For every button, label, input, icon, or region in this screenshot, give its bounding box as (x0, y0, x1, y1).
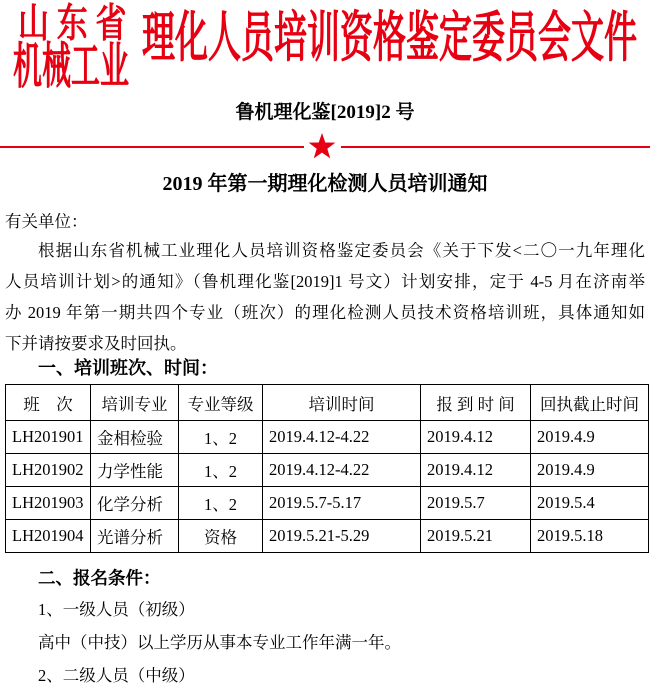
salutation: 有关单位： (5, 212, 88, 231)
class-id-cell: LH201901 (6, 421, 91, 454)
training-period-cell: 2019.5.21-5.29 (263, 520, 421, 553)
intro-line: 办 2019 年第一期共四个专业（班次）的理化检测人员技术资格培训班，具体通知如 (5, 303, 645, 322)
reply-deadline-cell: 2019.5.18 (531, 520, 649, 553)
subject-cell: 化学分析 (91, 487, 179, 520)
table-row (6, 454, 649, 487)
star-icon (308, 133, 336, 161)
table-row (6, 421, 649, 454)
level-cell: 1、2 (179, 454, 263, 487)
column-header-reply-deadline: 回执截止时间 (531, 385, 649, 421)
requirement-item-label: 1、一级人员（初级） (38, 600, 195, 619)
section-heading-schedule: 一、培训班次、时间： (38, 358, 218, 378)
schedule-table (5, 384, 649, 553)
document-number: 鲁机理化鉴[2019]2 号 (235, 102, 415, 123)
training-period-cell: 2019.5.7-5.17 (263, 487, 421, 520)
subject-cell: 金相检验 (91, 421, 179, 454)
check-in-cell: 2019.5.7 (421, 487, 531, 520)
section-heading-requirements: 二、报名条件： (38, 568, 161, 588)
table-row (6, 487, 649, 520)
training-period-cell: 2019.4.12-4.22 (263, 454, 421, 487)
check-in-cell: 2019.5.21 (421, 520, 531, 553)
table-header-row (6, 385, 649, 421)
header-committee-title: 理化人员培训资格鉴定委员会文件 (142, 9, 637, 70)
subject-cell: 光谱分析 (91, 520, 179, 553)
column-header-training-period: 培训时间 (263, 385, 421, 421)
level-cell: 资格 (179, 520, 263, 553)
red-separator-line-left (0, 146, 304, 148)
intro-line: 根据山东省机械工业理化人员培训资格鉴定委员会《关于下发<二〇一九年理化 (38, 241, 645, 260)
class-id-cell: LH201902 (6, 454, 91, 487)
subject-cell: 力学性能 (91, 454, 179, 487)
column-header-class: 班 次 (6, 385, 91, 421)
column-header-subject: 培训专业 (91, 385, 179, 421)
intro-paragraph (5, 235, 645, 359)
intro-line: 人员培训计划>的通知》（鲁机理化鉴[2019]1 号文）计划安排，定于 4-5 月在济南举 (5, 272, 645, 291)
level-cell: 1、2 (179, 487, 263, 520)
notice-title: 2019 年第一期理化检测人员培训通知 (162, 173, 488, 195)
requirement-item-text: 高中（中技）以上学历从事本专业工作年满一年。 (38, 633, 401, 652)
class-id-cell: LH201904 (6, 520, 91, 553)
table-row (6, 520, 649, 553)
header-industry: 机械工业 (13, 40, 130, 95)
training-period-cell: 2019.4.12-4.22 (263, 421, 421, 454)
check-in-cell: 2019.4.12 (421, 421, 531, 454)
header-province: 山 东 省 (18, 0, 127, 46)
class-id-cell: LH201903 (6, 487, 91, 520)
reply-deadline-cell: 2019.5.4 (531, 487, 649, 520)
reply-deadline-cell: 2019.4.9 (531, 421, 649, 454)
column-header-level: 专业等级 (179, 385, 263, 421)
intro-line: 下并请按要求及时回执。 (5, 334, 187, 353)
reply-deadline-cell: 2019.4.9 (531, 454, 649, 487)
red-separator-line-right (341, 146, 650, 148)
check-in-cell: 2019.4.12 (421, 454, 531, 487)
column-header-check-in: 报 到 时 间 (421, 385, 531, 421)
level-cell: 1、2 (179, 421, 263, 454)
requirement-item-label: 2、二级人员（中级） (38, 666, 195, 685)
